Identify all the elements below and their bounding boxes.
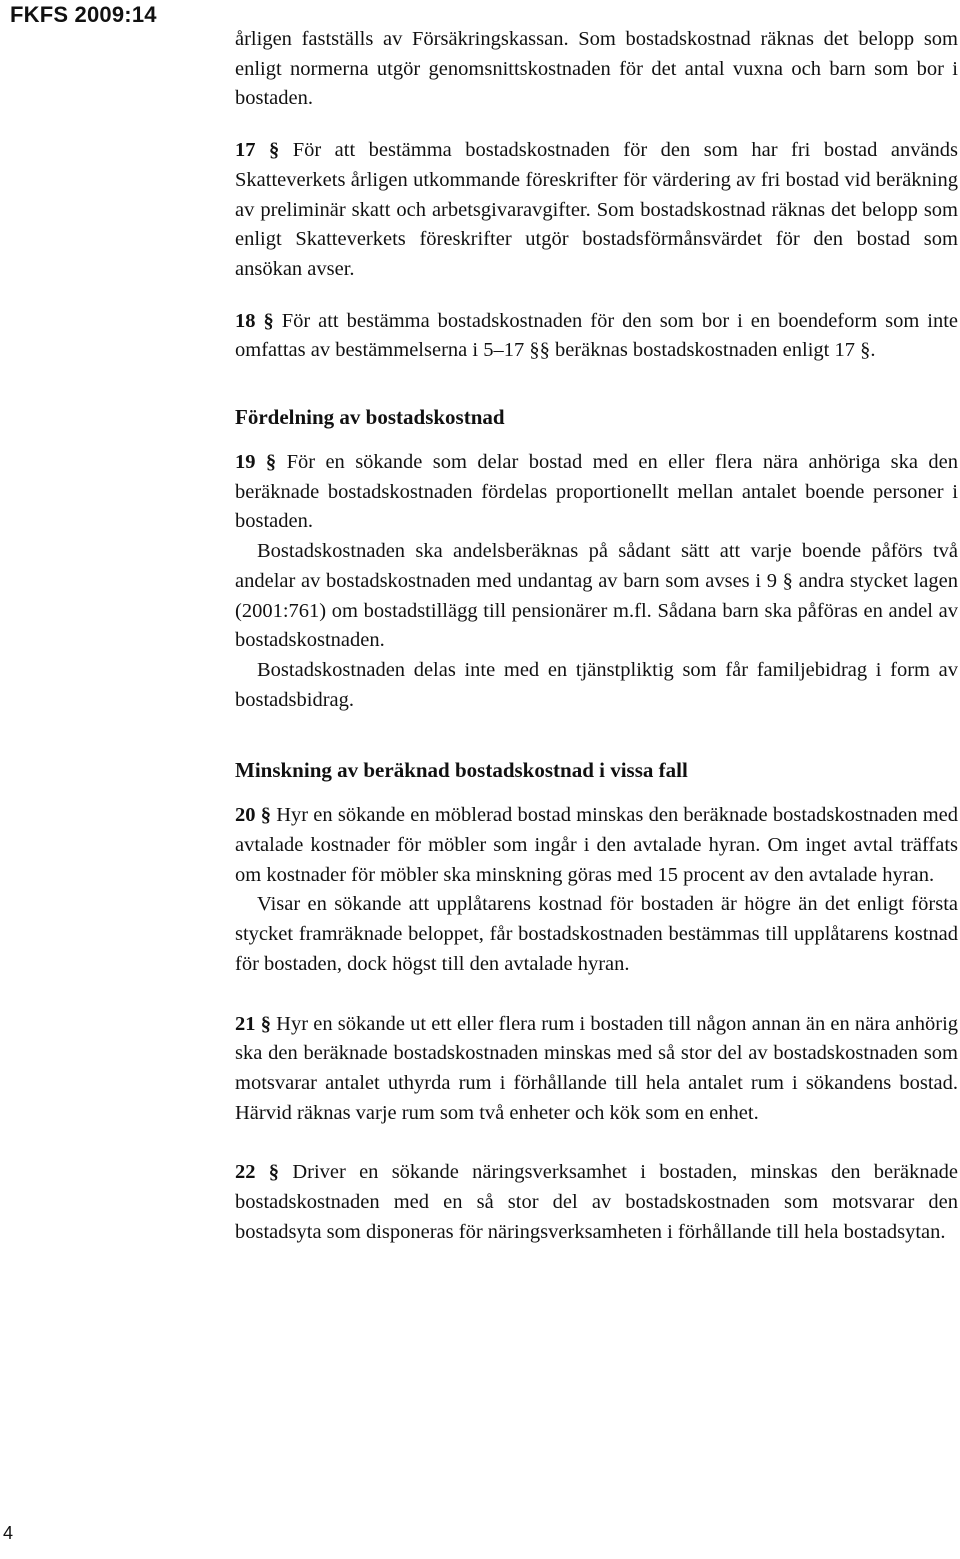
section-number: 21 § — [235, 1012, 271, 1035]
section-number: 22 § — [235, 1161, 280, 1184]
section-19-paragraph-3 — [235, 656, 958, 715]
section-text: Hyr en sökande ut ett eller flera rum i bostaden till någon annan än en nära anhörig ska den beräknade bostadskostnaden minskas med så stor del av bostadskostnaden som motsvarar antalet uthyrda rum i förhållande till hela antalet rum i sökandens bostad. Härvid räknas varje rum som två enheter och kök som en enhet. — [235, 1012, 959, 1124]
section-18 — [235, 307, 958, 366]
section-20 — [235, 801, 958, 890]
section-text: Hyr en sökande en möblerad bostad minskas den beräknade bostadskostnaden med avtalade kostnader för möbler som ingår i den avtalade hyran. Om inget avtal träffats om kostnader för möbler ska minskning göras med 15 procent av den avtalade hyran. — [235, 804, 958, 886]
paragraph-text: Bostadskostnaden delas inte med en tjänstpliktig som får familjebidrag i form av bostadsbidrag. — [235, 658, 958, 711]
paragraph-text: Bostadskostnaden ska andelsberäknas på sådant sätt att varje boende påförs två andelar av bostadskostnaden med undantag av barn som avses i 9 § andra stycket lagen (2001:761) om bostadstillägg till pensionärer m.fl. Sådana barn ska påföras en andel av bostadskostnaden. — [235, 540, 958, 652]
document-header: FKFS 2009:14 — [10, 2, 157, 27]
section-text: För att bestämma bostadskostnaden för den som bor i en boendeform som inte omfattas av bestämmelserna i 5–17 §§ beräknas bostadskostnaden enligt 17 §. — [235, 309, 958, 362]
section-text: För en sökande som delar bostad med en eller flera nära anhöriga ska den beräknade bostadskostnaden fördelas proportionellt mellan antalet boende personer i bostaden. — [235, 451, 958, 533]
section-text: För att bestämma bostadskostnaden för den som har fri bostad används Skatteverkets årligen utkommande föreskrifter för värdering av fri bostad vid beräkning av preliminär skatt och arbetsgivaravgifter. Som bostadskostnad räknas det belopp som enligt Skatteverkets föreskrifter utgör bostadsförmånsvärdet för den bostad som ansökan avser. — [235, 139, 959, 280]
page-number: 4 — [3, 1523, 14, 1543]
section-22 — [235, 1158, 958, 1247]
heading-minskning: Minskning av beräknad bostadskostnad i vissa fall — [235, 758, 688, 783]
section-number: 19 § — [235, 451, 277, 474]
section-19-paragraph-2 — [235, 537, 958, 656]
section-number: 20 § — [235, 804, 271, 827]
section-number: 17 § — [235, 139, 280, 162]
section-20-paragraph-2 — [235, 890, 958, 979]
paragraph-text: årligen fastställs av Försäkringskassan. Som bostadskostnad räknas det belopp som enligt normerna utgör genomsnittskostnaden för det antal vuxna och barn som bor i bostaden. — [235, 28, 958, 110]
paragraph-continuation — [235, 25, 958, 114]
section-17 — [235, 136, 958, 285]
section-21 — [235, 1010, 958, 1129]
section-text: Driver en sökande näringsverksamhet i bostaden, minskas den beräknade bostadskostnaden med en så stor del av bostadskostnaden som motsvarar den bostadsyta som disponeras för näringsverksamheten i förhållande till hela bostadsytan. — [235, 1161, 959, 1243]
document-body — [235, 25, 958, 1248]
section-19 — [235, 448, 958, 537]
section-number: 18 § — [235, 309, 274, 332]
heading-fordelning: Fördelning av bostadskostnad — [235, 405, 505, 430]
paragraph-text: Visar en sökande att upplåtarens kostnad för bostaden är högre än det enligt första stycket framräknade beloppet, får bostadskostnaden bestämmas till upplåtarens kostnad för bostaden, dock högst till den avtalade hyran. — [235, 893, 958, 975]
